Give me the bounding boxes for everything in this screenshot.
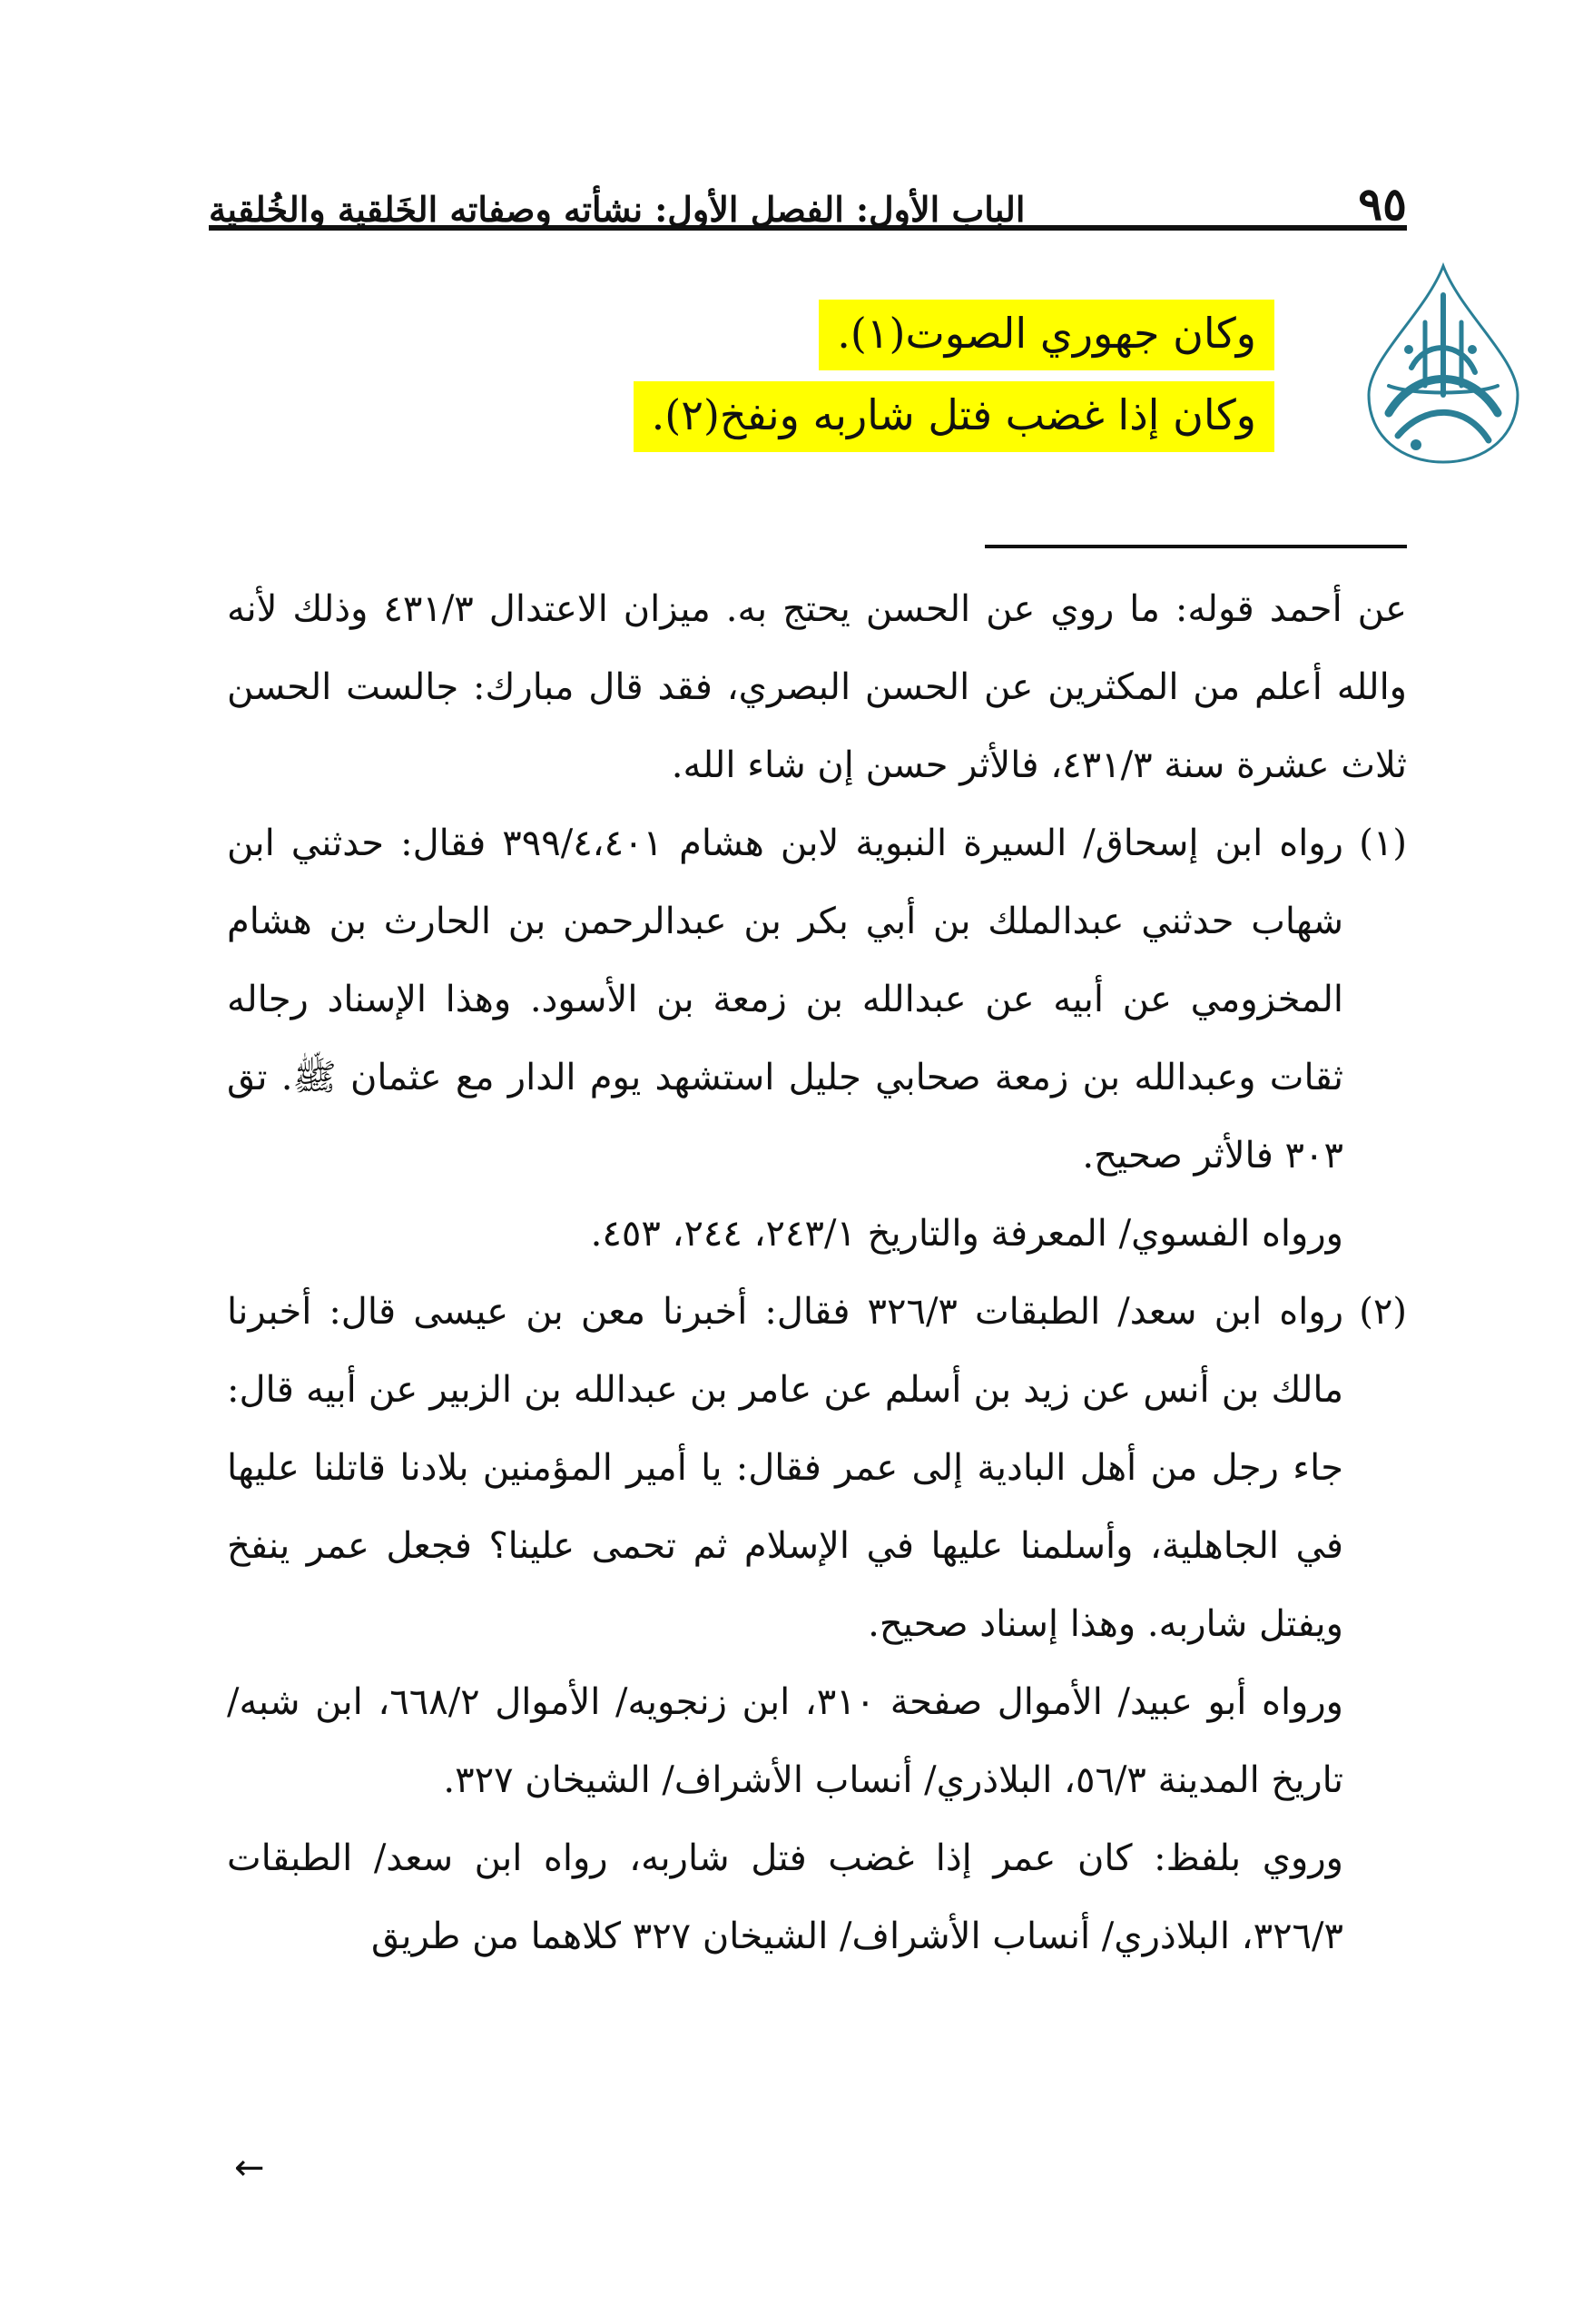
footnote-continuation: عن أحمد قوله: ما روي عن الحسن يحتج به. ميزان الاعتدال ٤٣١/٣ وذلك لأنه والله أعلم من المكثرين عن الحسن البصري، فقد قال مبارك: جالست الحسن ثلاث عشرة سنة ٤٣١/٣، فالأثر حسن إن شاء الله. [227, 588, 1407, 786]
page-header [209, 163, 1407, 231]
footnotes [227, 570, 1407, 1975]
footnote-1-text: رواه ابن إسحاق/ السيرة النبوية لابن هشام ٣٩٩/٤،٤٠١ فقال: حدثني ابن شهاب حدثني عبدالملك بن أبي بكر بن عبدالرحمن بن الحارث بن هشام المخزومي عن أبيه عن عبدالله بن زمعة بن الأسود. وهذا الإسناد رجاله ثقات وعبدالله بن زمعة صحابي جليل استشهد يوم الدار مع عثمان ﷺ. تق ٣٠٣ فالأثر صحيح. [227, 822, 1343, 1177]
footnote-separator [985, 545, 1407, 548]
footnote-1-extra: ورواه الفسوي/ المعرفة والتاريخ ٢٤٣/١، ٢٤٤، ٤٥٣. [590, 1213, 1343, 1255]
continue-arrow-icon: ← [234, 2147, 265, 2189]
footnote-2-extra-2: وروي بلفظ: كان عمر إذا غضب فتل شاربه، رواه ابن سعد/ الطبقات ٣٢٦/٣، البلاذري/ أنساب الأشراف/ الشيخان ٣٢٧ كلاهما من طريق [227, 1837, 1343, 1957]
footnote-1 [227, 804, 1407, 1195]
highlighted-line-anger: وكان إذا غضب فتل شاربه ونفخ(٢). [634, 381, 1274, 452]
header-rule [209, 225, 1407, 231]
highlighted-line-voice: وكان جهوري الصوت(١). [819, 300, 1274, 370]
page-number: ٩٥ [1358, 177, 1407, 231]
footnote-2 [227, 1273, 1407, 1663]
footnote-1-number: (١) [1359, 822, 1407, 864]
footnote-2-number: (٢) [1359, 1291, 1407, 1333]
footnote-2-text: رواه ابن سعد/ الطبقات ٣٢٦/٣ فقال: أخبرنا معن بن عيسى قال: أخبرنا مالك بن أنس عن زيد بن أسلم عن عامر بن عبدالله بن الزبير عن أبيه قال: جاء رجل من أهل البادية إلى عمر فقال: يا أمير المؤمنين بلادنا قاتلنا عليها في الجاهلية، وأسلمنا عليها في الإسلام ثم تحمى علينا؟ فجعل عمر ينفخ ويفتل شاربه. وهذا إسناد صحيح. [227, 1291, 1344, 1645]
calligraphy-drop-logo-icon [1362, 259, 1525, 468]
footnote-2-extra-1: ورواه أبو عبيد/ الأموال صفحة ٣١٠، ابن زنجويه/ الأموال ٦٦٨/٢، ابن شبه/ تاريخ المدينة ٥٦/٣، البلاذري/ أنساب الأشراف/ الشيخان ٣٢٧. [227, 1681, 1343, 1801]
running-head: الباب الأول: الفصل الأول: نشأته وصفاته الخَلقية والخُلقية [209, 189, 1026, 230]
